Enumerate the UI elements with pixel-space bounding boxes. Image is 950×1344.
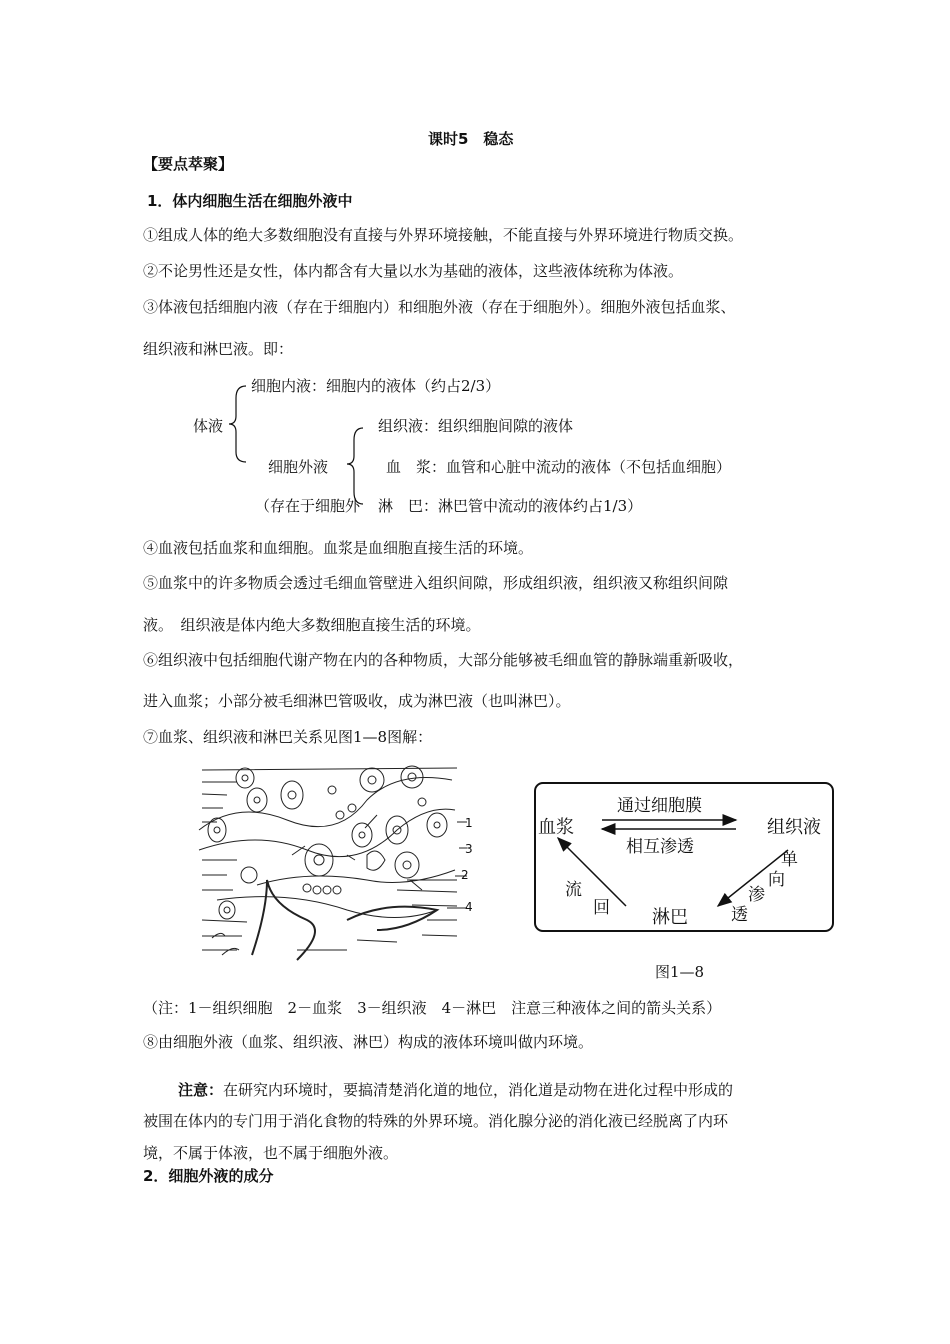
attention-line-1 — [178, 1079, 733, 1100]
figure-note: （注：1－组织细胞 2－血浆 3－组织液 4－淋巴 注意三种液体之间的箭头关系） — [143, 999, 722, 1017]
intracellular-def: 细胞内液：细胞内的液体（约占2/3） — [251, 377, 501, 395]
extracellular-brace — [347, 428, 363, 504]
label-return-1: 流 — [565, 880, 582, 900]
sketch-label-1: 1 — [465, 816, 473, 830]
node-plasma: 血浆 — [538, 817, 574, 838]
tissue-sketch — [197, 760, 487, 965]
plasma-def: 血 浆：血管和心脏中流动的液体（不包括血细胞） — [386, 458, 732, 476]
label-oneway-3: 渗 — [748, 885, 765, 905]
section-heading: 【要点萃聚】 — [143, 155, 234, 173]
attention-line-2: 被围在体内的专门用于消化食物的特殊的外界环境。消化腺分泌的消化液已经脱离了内环 — [143, 1112, 729, 1130]
classification-braces — [0, 0, 950, 560]
sketch-label-3: 3 — [465, 842, 473, 856]
item-1: ①组成人体的绝大多数细胞没有直接与外界环境接触，不能直接与外界环境进行物质交换。 — [143, 226, 744, 244]
point2-heading: 2．细胞外液的成分 — [143, 1167, 274, 1185]
sketch-label-4: 4 — [465, 900, 473, 914]
label-mutual-permeation: 相互渗透 — [626, 837, 694, 857]
body-fluid-brace — [229, 386, 246, 462]
node-lymph: 淋巴 — [652, 907, 688, 928]
tissue-fluid-def: 组织液：组织细胞间隙的液体 — [378, 417, 574, 435]
item-3: ③体液包括细胞内液（存在于细胞内）和细胞外液（存在于细胞外）。细胞外液包括血浆、 — [143, 298, 736, 316]
page-title: 课时5 稳态 — [428, 130, 514, 148]
item-5-cont: 液。 组织液是体内绝大多数细胞直接生活的环境。 — [143, 616, 481, 634]
item-6: ⑥组织液中包括细胞代谢产物在内的各种物质，大部分能够被毛细血管的静脉端重新吸收， — [143, 651, 744, 669]
item-8: ⑧由细胞外液（血浆、组织液、淋巴）构成的液体环境叫做内环境。 — [143, 1033, 594, 1051]
attention-line-3: 境，不属于体液，也不属于细胞外液。 — [143, 1144, 399, 1162]
attention-text-1: 在研究内环境时，要搞清楚消化道的地位，消化道是动物在进化过程中形成的 — [223, 1081, 734, 1099]
item-6-cont: 进入血浆；小部分被毛细淋巴管吸收，成为淋巴液（也叫淋巴）。 — [143, 692, 571, 710]
label-return-2: 回 — [593, 898, 610, 918]
item-5: ⑤血浆中的许多物质会透过毛细血管壁进入组织间隙，形成组织液，组织液又称组织间隙 — [143, 574, 729, 592]
label-oneway-4: 透 — [731, 905, 748, 925]
body-fluid-root: 体液 — [193, 417, 224, 435]
item-3-cont: 组织液和淋巴液。即： — [143, 340, 294, 358]
lymph-def: 淋 巴：淋巴管中流动的液体约占1/3） — [378, 497, 643, 515]
attention-label: 注意： — [178, 1081, 224, 1099]
item-2: ②不论男性还是女性，体内都含有大量以水为基础的液体，这些液体统称为体液。 — [143, 262, 684, 280]
item-7: ⑦血浆、组织液和淋巴关系见图1—8图解： — [143, 728, 433, 746]
extracellular-note: （存在于细胞外 — [255, 497, 361, 515]
label-through-membrane: 通过细胞膜 — [617, 796, 702, 816]
label-oneway-2: 向 — [768, 870, 785, 890]
item-4: ④血液包括血浆和血细胞。血浆是血细胞直接生活的环境。 — [143, 539, 534, 557]
node-tissue-fluid: 组织液 — [767, 817, 821, 838]
figure-caption: 图1—8 — [655, 963, 705, 981]
sketch-label-2: 2 — [461, 868, 469, 882]
point1-heading: 1．体内细胞生活在细胞外液中 — [147, 192, 353, 210]
label-oneway-1: 单 — [781, 850, 798, 870]
extracellular-label: 细胞外液 — [268, 458, 329, 476]
